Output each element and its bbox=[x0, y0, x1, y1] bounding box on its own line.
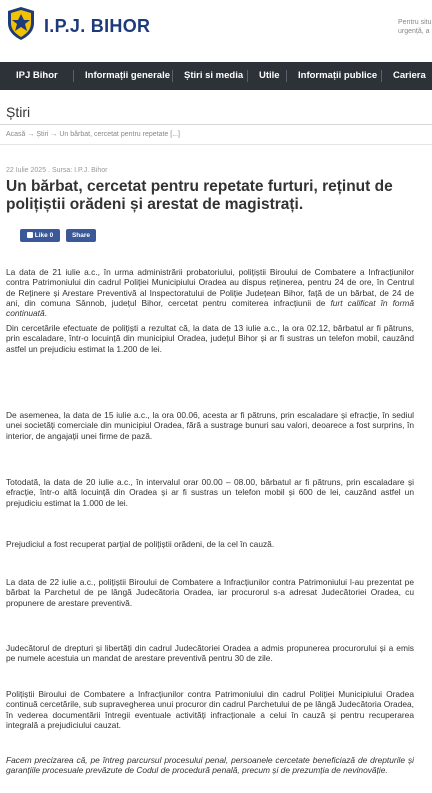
divider bbox=[0, 124, 432, 125]
facebook-like-button[interactable]: Like 0 bbox=[20, 229, 60, 242]
article-paragraph: La data de 21 iulie a.c., în urma administrării probatoriului, polițiștii Biroului de Combatere a Infracțiunilor contra Patrimoniului din cadrul Poliției Municipiului Oradea au dispus reținerea, pentru 24 de ore, în Centrul de Reținere și Arestare Preventivă al Inspectoratului de Poliție Județean Bihor, față de un bărbat, de 24 de ani, din comuna Sânnob, județul Bihor, cercetat pentru comiterea infracțiunii de furt calificat în formă continuată. bbox=[6, 267, 415, 319]
nav-item-informatii-generale[interactable]: Informații generale bbox=[85, 70, 170, 81]
nav-item-ipj-bihor[interactable]: IPJ Bihor bbox=[16, 70, 58, 81]
nav-item-cariera[interactable]: Cariera bbox=[393, 70, 426, 81]
article-paragraph: Totodată, la data de 20 iulie a.c., în intervalul orar 00.00 – 08.00, bărbatul ar fi pătruns, prin escaladare și efracție, într-o altă locuință din Oradea și ar fi sustras un telefon mobil și 600 de lei, cauzând astfel un prejudiciu estimat la 1.000 de lei. bbox=[6, 477, 414, 508]
nav-item-stiri-si-media[interactable]: Știri si media bbox=[184, 70, 244, 81]
police-crest-logo[interactable] bbox=[6, 5, 36, 41]
article-paragraph: La data de 22 iulie a.c., polițiștii Biroului de Combatere a Infracțiunilor contra Patrimoniului l-au prezentat pe bărbat la Parchetul de pe lângă Judecătoria Oradea, iar procurorul s-a adresat Judecătoriei Oradea, cu propunere de arestare preventivă. bbox=[6, 577, 414, 608]
article-paragraph: Din cercetările efectuate de polițiști a rezultat că, la data de 13 iulie a.c., la ora 02.12, bărbatul ar fi pătruns, prin escaladare, într-o locuință din municipiul Oradea, județul Bihor și ar fi sustras un telefon mobil, cauzând astfel un prejudiciu estimat la 1.200 de lei. bbox=[6, 323, 414, 354]
facebook-share-button[interactable]: Share bbox=[66, 229, 96, 242]
breadcrumb-separator: → bbox=[50, 131, 58, 138]
nav-item-utile[interactable]: Utile bbox=[259, 70, 280, 81]
article-paragraph: Prejudiciul a fost recuperat parțial de polițiștii orădeni, de la cel în cauză. bbox=[6, 539, 275, 549]
article-source: Sursa: I.P.J. Bihor bbox=[51, 167, 108, 174]
meta-separator: . bbox=[48, 167, 52, 174]
divider bbox=[0, 144, 432, 145]
site-header bbox=[0, 0, 432, 60]
article-paragraph: Facem precizarea că, pe întreg parcursul procesului penal, persoanele cercetate beneficiază de drepturile și garanțiile procesuale prevăzute de Codul de procedură penală, precum și de prezumția de nevinovăție. bbox=[6, 755, 414, 776]
nav-divider bbox=[247, 70, 248, 82]
breadcrumb-current: Un bărbat, cercetat pentru repetate [...] bbox=[59, 131, 180, 138]
article-meta bbox=[6, 167, 107, 174]
article-paragraph: Polițiștii Biroului de Combatere a Infracțiunilor contra Patrimoniului din cadrul Poliției Municipiului Oradea continuă cercetările, sub supravegherea unui procuror din cadrul Parchetului de pe lângă Judecătoria Oradea, în vederea documentării întregii eventuale activități infracționale a celui în cauză și pentru recuperarea integrală a prejudiciului cauzat. bbox=[6, 689, 414, 730]
site-brand[interactable]: I.P.J. BIHOR bbox=[44, 16, 151, 36]
page-title: Știri bbox=[6, 104, 31, 120]
breadcrumb bbox=[6, 131, 180, 138]
thumbs-up-icon bbox=[27, 232, 33, 238]
breadcrumb-section[interactable]: Știri bbox=[36, 131, 49, 138]
nav-divider bbox=[286, 70, 287, 82]
article-title: Un bărbat, cercetat pentru repetate furturi, reținut de polițiștii orădeni și arestat de magistrați. bbox=[6, 178, 393, 213]
nav-divider bbox=[73, 70, 74, 82]
emergency-info-text: Pentru situ urgență, a bbox=[398, 19, 432, 35]
article-paragraph: De asemenea, la data de 15 iulie a.c., la ora 00.06, acesta ar fi pătruns, prin escaladare și efracție, în sediul unei societăți comerciale din municipiul Oradea, fără a sustrage bunuri sau valori, deoarece a fost surprins, în interior, de angajații unei firme de pază. bbox=[6, 410, 414, 441]
article-date: 22 Iulie 2025 bbox=[6, 167, 47, 174]
main-nav bbox=[0, 62, 432, 90]
breadcrumb-home[interactable]: Acasă bbox=[6, 131, 26, 138]
nav-divider bbox=[381, 70, 382, 82]
nav-divider bbox=[172, 70, 173, 82]
breadcrumb-separator: → bbox=[27, 131, 35, 138]
nav-item-informatii-publice[interactable]: Informații publice bbox=[298, 70, 378, 81]
article-paragraph: Judecătorul de drepturi și libertăți din cadrul Judecătoriei Oradea a admis propunerea procurorului și a emis pe numele acestuia un mandat de arestare preventivă pentru 30 de zile. bbox=[6, 643, 414, 664]
